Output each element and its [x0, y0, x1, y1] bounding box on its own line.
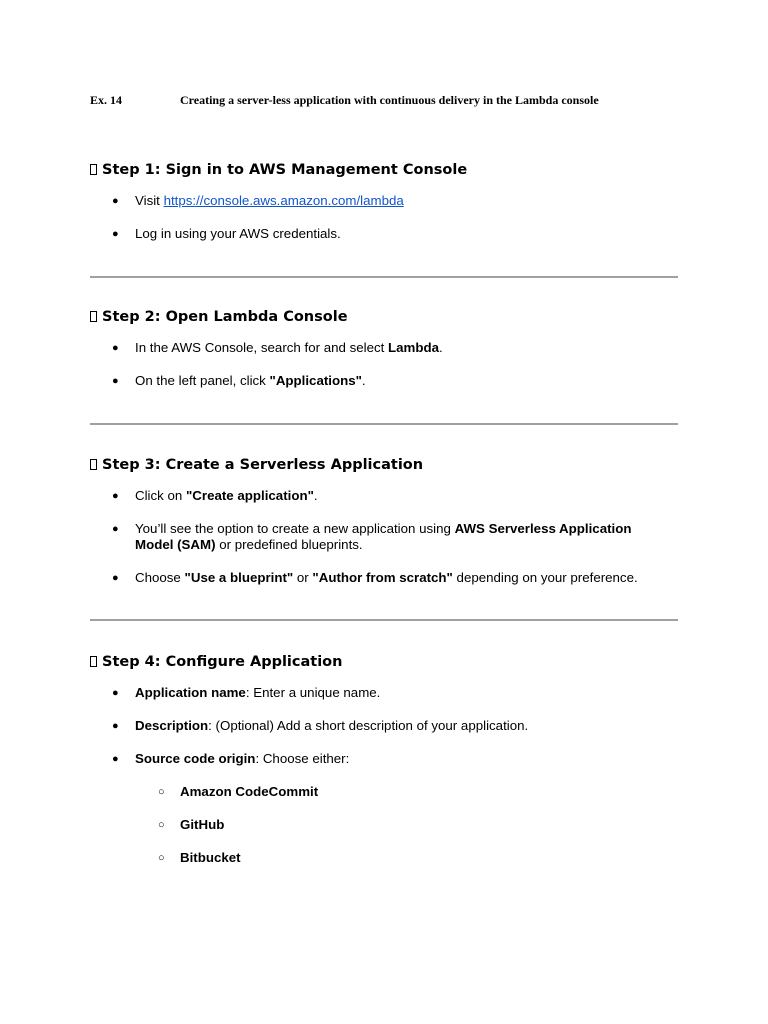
list-item-bold: Application name: [135, 685, 246, 700]
section-divider: [90, 619, 678, 621]
list-item-bold: "Author from scratch": [312, 570, 453, 585]
circle-bullet-icon: ○: [158, 852, 165, 864]
step-3-title: [90, 455, 678, 475]
step-3-title-text: Step 3: Create a Serverless Application: [102, 457, 424, 473]
list-item-bold: "Use a blueprint": [184, 570, 294, 585]
bullet-icon: ●: [112, 342, 119, 354]
list-item-bold: Description: [135, 718, 209, 733]
list-item-text: : Choose either:: [255, 751, 350, 766]
list-item-text: Click on: [135, 488, 186, 503]
step-2-title-text: Step 2: Open Lambda Console: [102, 309, 348, 325]
bullet-icon: ●: [112, 195, 119, 207]
step-1-title: [90, 160, 678, 180]
list-item-text: : Enter a unique name.: [245, 685, 381, 700]
list-item-text: depending on your preference.: [452, 570, 638, 585]
exercise-number: Ex. 14: [90, 93, 123, 107]
list-item: [90, 193, 678, 209]
sub-list-item: [90, 784, 678, 800]
list-item-bold: "Create application": [186, 488, 314, 503]
step-4-title-text: Step 4: Configure Application: [102, 654, 343, 670]
missing-glyph-icon: [90, 311, 97, 322]
source-origin-sublist: [90, 784, 678, 866]
step-4-section: [90, 652, 678, 866]
step-4-list: [90, 685, 678, 767]
bullet-icon: ●: [112, 375, 119, 387]
list-item: [90, 488, 678, 504]
exercise-header: [90, 93, 599, 108]
bullet-icon: ●: [112, 228, 119, 240]
list-item-text: or predefined blueprints.: [215, 537, 363, 552]
list-item-text: In the AWS Console, search for and select: [135, 340, 389, 355]
list-item-text: Log in using your AWS credentials.: [135, 226, 341, 241]
list-item-text: : (Optional) Add a short description of your application.: [208, 718, 529, 733]
sub-list-item-text: Amazon CodeCommit: [180, 784, 319, 799]
list-item-bold: "Applications": [269, 373, 362, 388]
exercise-title: Creating a server-less application with continuous delivery in the Lambda console: [180, 93, 599, 107]
sub-list-item: [90, 817, 678, 833]
step-1-section: [90, 160, 678, 242]
missing-glyph-icon: [90, 656, 97, 667]
missing-glyph-icon: [90, 459, 97, 470]
step-1-title-text: Step 1: Sign in to AWS Management Console: [102, 162, 468, 178]
step-4-title: [90, 652, 678, 672]
missing-glyph-icon: [90, 164, 97, 175]
sub-list-item-text: Bitbucket: [180, 850, 241, 865]
list-item-text: or: [293, 570, 313, 585]
list-item-text: Choose: [135, 570, 185, 585]
lambda-console-link[interactable]: https://console.aws.amazon.com/lambda: [163, 193, 404, 208]
list-item-text: Visit: [135, 193, 164, 208]
step-3-list: [90, 488, 678, 586]
section-divider: [90, 276, 678, 278]
list-item: [90, 751, 678, 767]
bullet-icon: ●: [112, 753, 119, 765]
list-item: [90, 340, 678, 356]
list-item: [90, 521, 678, 553]
list-item: [90, 718, 678, 734]
bullet-icon: ●: [112, 523, 119, 535]
circle-bullet-icon: ○: [158, 786, 165, 798]
list-item-bold: Source code origin: [135, 751, 256, 766]
list-item: [90, 373, 678, 389]
list-item: [90, 685, 678, 701]
list-item-bold: Lambda: [388, 340, 440, 355]
sub-list-item: [90, 850, 678, 866]
step-2-list: [90, 340, 678, 389]
bullet-icon: ●: [112, 572, 119, 584]
section-divider: [90, 423, 678, 425]
step-2-section: [90, 307, 678, 389]
list-item: [90, 226, 678, 242]
list-item-text: .: [439, 340, 443, 355]
list-item-text: On the left panel, click: [135, 373, 270, 388]
list-item-text: You’ll see the option to create a new application using: [135, 521, 455, 536]
list-item: [90, 570, 678, 586]
bullet-icon: ●: [112, 490, 119, 502]
step-2-title: [90, 307, 678, 327]
step-3-section: [90, 455, 678, 586]
sub-list-item-text: GitHub: [180, 817, 225, 832]
list-item-text: .: [361, 373, 366, 388]
bullet-icon: ●: [112, 720, 119, 732]
list-item-bold: AWS Serverless Application Model (SAM): [135, 521, 632, 552]
circle-bullet-icon: ○: [158, 819, 165, 831]
bullet-icon: ●: [112, 687, 119, 699]
step-1-list: [90, 193, 678, 242]
list-item-text: .: [313, 488, 318, 503]
